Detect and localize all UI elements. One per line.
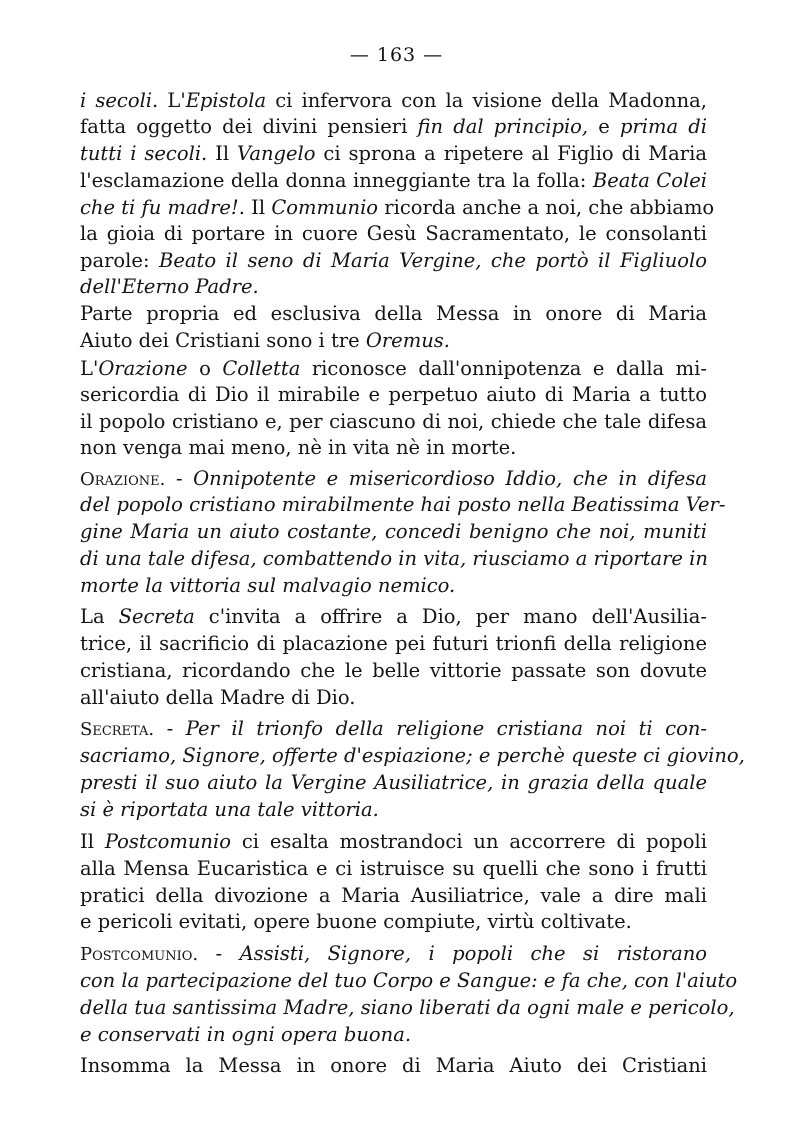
text-segment: alla Mensa Eucaristica e ci istruisce su quelli che sono i frutti [80,857,707,880]
text-segment: dell'Eterno Padre. [80,275,259,298]
text-line [80,882,707,909]
text-line [80,113,707,140]
text-line [80,518,707,545]
text-segment: si è riportata una tale vittoria. [80,798,379,821]
text-segment: L' [158,89,186,112]
text-segment: o [187,357,223,380]
text-line [80,247,707,274]
text-segment: non venga mai meno, nè in vita nè in morte. [80,436,517,459]
text-line [80,327,707,354]
text-line [80,220,707,247]
text-line [80,434,707,461]
text-line [80,194,715,221]
text-segment: di una tale difesa, combattendo in vita, riusciamo a riportare in [80,547,708,570]
text-segment: ci esalta mostrandoci un accorrere di popoli [230,830,708,853]
text-segment: Orazione [98,357,188,380]
text-segment: ci sprona a ripetere al Figlio di Maria [315,142,707,165]
text-line [80,381,707,408]
page-number: — 163 — [349,44,444,66]
text-line [80,87,707,114]
text-line [80,684,707,711]
text-segment: presti il suo aiuto la Vergine Ausiliatrice, in grazia della quale [80,771,707,794]
text-segment: Secreta [118,605,195,628]
text-line [80,603,707,630]
text-line [80,1021,707,1048]
text-segment: riconosce dall'onnipotenza e dalla mi- [300,357,707,380]
text-segment: pratici della divozione a Maria Ausiliatrice, vale a dire mali [80,884,707,907]
text-line [80,769,707,796]
text-segment: Aiuto dei Cristiani sono i tre [80,329,366,352]
text-segment: Epistola [185,89,267,112]
text-line [80,465,707,492]
text-line [80,742,745,769]
text-line [80,273,707,300]
text-line [80,167,707,194]
text-segment: il popolo cristiano e, per ciascuno di noi, chiede che tale difesa [80,410,707,433]
text-segment: parole: [80,249,159,272]
text-segment: c'invita a offrire a Dio, per mano dell'Ausilia- [194,605,707,628]
text-segment: fatta oggetto dei divini pensieri [80,115,418,138]
text-segment: morte la vittoria sul malvagio nemico. [80,574,456,597]
text-segment: Il [207,142,238,165]
text-line [80,572,707,599]
text-segment: fin dal principio, [417,115,599,138]
text-line [80,657,707,684]
text-line [80,715,707,742]
text-segment: Colletta [222,357,301,380]
text-segment: La [80,605,119,628]
text-segment: prima di [619,115,708,138]
text-segment: della tua santissima Madre, siano liberati da ogni male e pericolo, [80,996,735,1019]
text-segment: Oremus. [365,329,450,352]
text-line [80,140,707,167]
text-segment: con la partecipazione del tuo Corpo e Sangue: e fa che, con l'aiuto [80,969,738,992]
text-segment: e conservati in ogni opera buona. [80,1023,412,1046]
text-segment: Beato il seno di Maria Vergine, che portò il Figliuolo [159,249,707,272]
text-line [80,940,707,967]
section-label: Orazione. [80,469,166,490]
text-segment: Beata Colei [592,169,707,192]
text-line [80,908,707,935]
text-segment: Per il trionfo della religione cristiana noi ti con- [185,717,707,740]
text-segment: Parte propria ed esclusiva della Messa in onore di Maria [80,302,707,325]
text-segment: - [154,717,186,740]
text-segment: tutti i secoli. [80,142,208,165]
text-segment: Il [80,830,105,853]
text-segment: Assisti, Signore, i popoli che si ristorano [239,942,707,965]
text-segment: Insomma la Messa in onore di Maria Aiuto dei Cristiani [80,1054,707,1077]
text-segment: e pericoli evitati, opere buone compiute, virtù coltivate. [80,910,632,933]
text-segment: sericordia di Dio il mirabile e perpetuo aiuto di Maria a tutto [80,383,707,406]
text-line [80,355,707,382]
text-segment: l'esclamazione della donna inneggiante tra la folla: [80,169,593,192]
section-label: Secreta. [80,719,155,740]
text-segment: e [598,115,620,138]
text-segment: Postcomunio [104,830,231,853]
text-line [80,300,707,327]
text-segment: ricorda anche a noi, che abbiamo [378,196,715,219]
text-segment: la gioia di portare in cuore Gesù Sacramentato, le consolanti [80,222,707,245]
text-segment: i secoli. [80,89,159,112]
text-line [80,994,735,1021]
text-line [80,545,707,572]
text-line [80,967,738,994]
text-segment: cristiana, ricordando che le belle vittorie passate son dovute [80,659,707,682]
text-line [80,796,707,823]
text-segment: gine Maria un aiuto costante, concedi benigno che noi, muniti [80,520,707,543]
section-label: Postcomunio. [80,944,199,965]
text-segment: sacriamo, Signore, offerte d'espiazione; e perchè queste ci giovino, [80,744,745,767]
text-segment: Onnipotente e misericordioso Iddio, che in difesa [193,467,707,490]
text-line [80,828,707,855]
text-segment: trice, il sacrificio di placazione pei futuri trionfi della religione [80,632,707,655]
text-segment: . Il [238,196,272,219]
text-segment: Vangelo [237,142,316,165]
text-line [80,408,707,435]
text-segment: del popolo cristiano mirabilmente hai posto nella Beatissima Ver- [80,493,726,516]
text-line [80,630,707,657]
text-segment: L' [80,357,99,380]
text-segment: che ti fu madre! [80,196,239,219]
text-line [80,855,707,882]
text-segment: Communio [271,196,379,219]
text-line [80,1052,707,1079]
text-segment: - [165,467,194,490]
text-segment: all'aiuto della Madre di Dio. [80,686,356,709]
text-segment: ci infervora con la visione della Madonna, [266,89,707,112]
text-segment: - [198,942,240,965]
text-line [80,491,726,518]
